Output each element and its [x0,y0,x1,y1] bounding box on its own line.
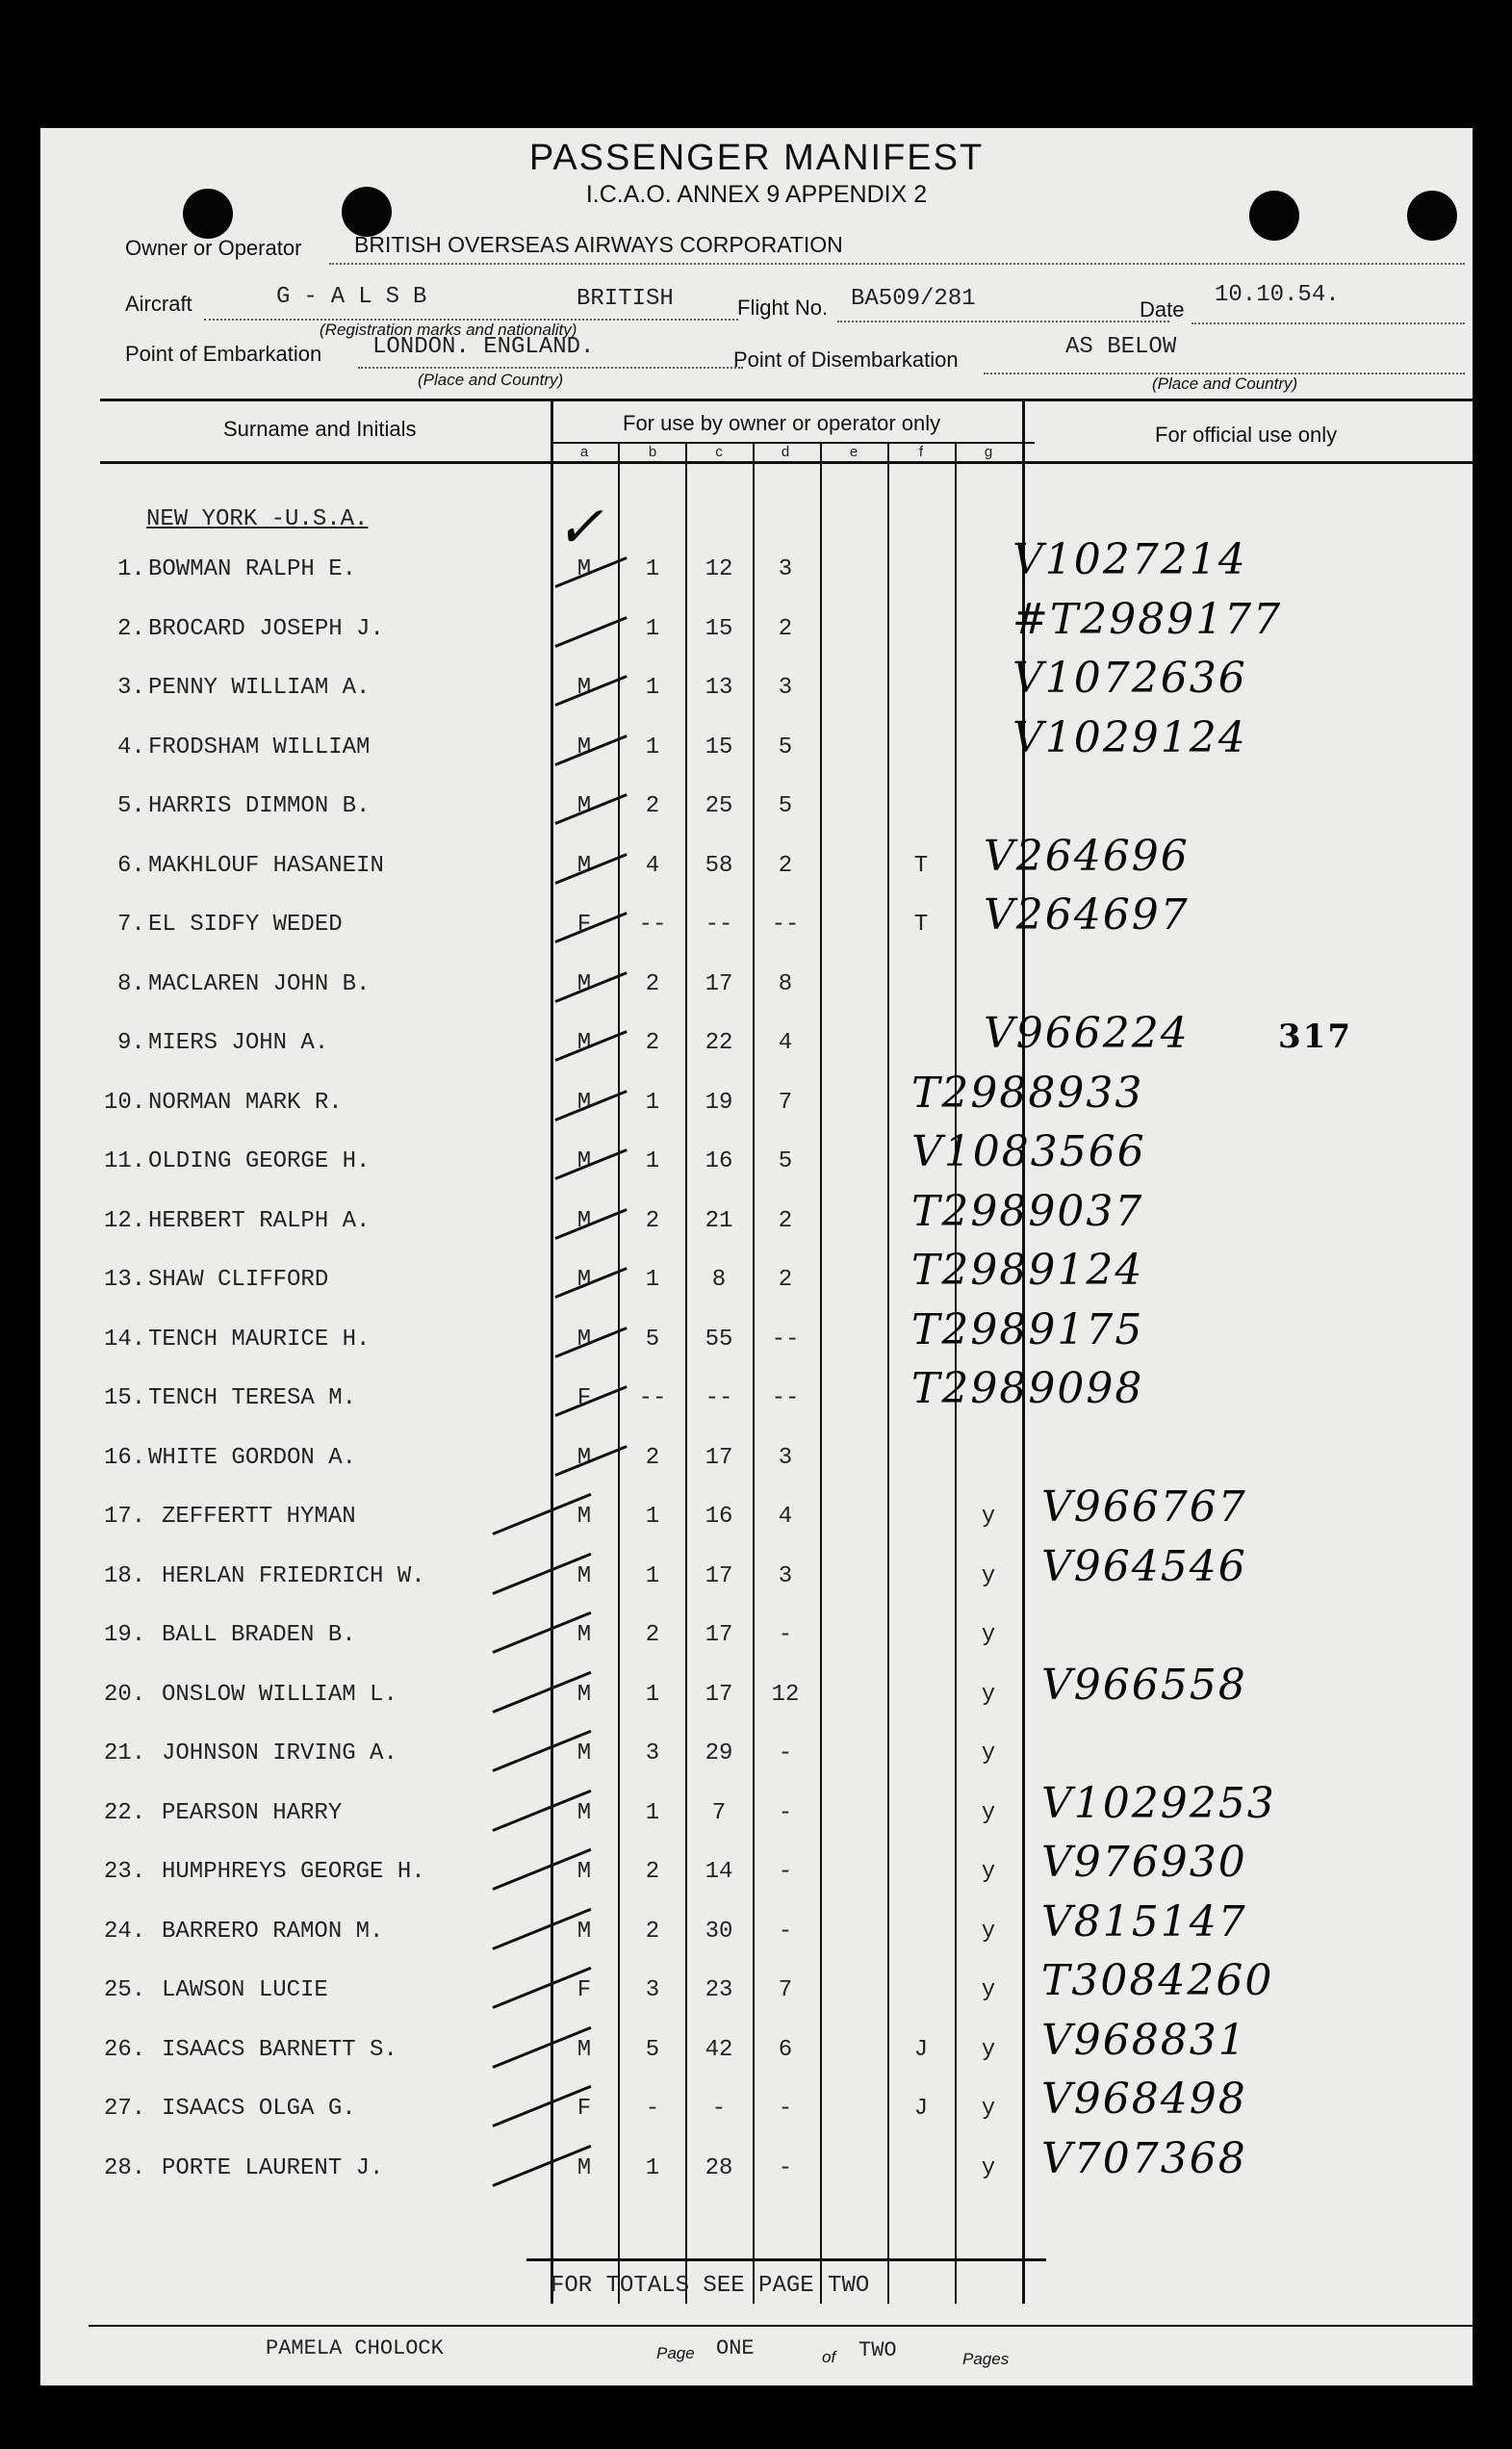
subcol-header: g [984,444,993,460]
cell-g: y [981,1977,996,2003]
flight-value: BA509/281 [851,286,976,312]
cell-b: 2 [645,1859,660,1885]
cell-d: 5 [778,734,793,760]
cell-b: 1 [645,1562,660,1589]
row-number: 9. [117,1030,145,1056]
disembarkation-note: (Place and Country) [1152,374,1298,393]
cell-c: 23 [705,1977,733,2003]
row-number: 19. [104,1622,146,1648]
prepared-by: PAMELA CHOLOCK [266,2336,444,2360]
subcol-header: b [648,444,657,460]
row-number: 25. [104,1977,146,2003]
table-row [40,1068,1473,1147]
passenger-name: ISAACS OLGA G. [162,2096,356,2122]
table-top-rule [100,399,1473,401]
cell-d: 3 [778,1444,793,1471]
passenger-name: BALL BRADEN B. [162,1622,356,1648]
cell-c: 17 [705,1622,733,1648]
cell-c: 17 [705,1444,733,1471]
row-number: 16. [104,1444,146,1471]
cell-g: y [981,1740,996,1766]
cell-d: -- [771,1326,800,1353]
official-number: V1029253 [1041,1778,1276,1828]
passenger-name: ZEFFERTT HYMAN [162,1504,356,1530]
cell-a: M [577,1799,592,1826]
table-row [40,1660,1473,1740]
aircraft-registration: G-ALSB [276,284,441,310]
cell-b: 2 [645,1622,660,1648]
table-row [40,1482,1473,1561]
cell-d: 5 [778,1148,793,1174]
subcol-header: e [849,444,859,460]
table-row [40,1127,1473,1206]
cell-g: y [981,1918,996,1945]
cell-c: 28 [705,2154,733,2181]
cell-a: F [577,1977,592,2003]
cell-a: M [577,793,592,819]
table-row [40,1246,1473,1325]
table-row [40,890,1473,969]
cell-g: y [981,1562,996,1589]
passenger-name: ISAACS BARNETT S. [162,2036,397,2063]
cell-c: -- [705,912,733,938]
cell-a: M [577,1504,592,1530]
cell-b: 1 [645,1504,660,1530]
cell-d: 3 [778,1562,793,1589]
cell-b: 3 [645,1740,660,1766]
table-row [40,1778,1473,1858]
cell-d: 7 [778,1089,793,1116]
cell-a: M [577,1207,592,1234]
cell-g: y [981,1799,996,1826]
cell-d: -- [771,1385,800,1411]
owner-value: BRITISH OVERSEAS AIRWAYS CORPORATION [354,232,843,257]
date-label: Date [1140,297,1185,322]
passenger-name: MACLAREN JOHN B. [148,970,371,997]
official-number: V966767 [1041,1482,1247,1532]
cell-a: M [577,1444,592,1471]
official-number: V1072636 [1012,654,1247,703]
passenger-name: HERLAN FRIEDRICH W. [162,1562,425,1589]
official-number: V966558 [1041,1660,1247,1710]
passenger-name: MAKHLOUF HASANEIN [148,852,384,879]
passenger-name: PEARSON HARRY [162,1799,343,1826]
cell-a: M [577,1089,592,1116]
cell-f: T [913,852,929,879]
passenger-name: FRODSHAM WILLIAM [148,734,371,760]
cell-a: M [577,1918,592,1945]
passenger-name: EL SIDFY WEDED [148,912,343,938]
cell-b: 1 [645,556,660,582]
cell-d: 4 [778,1030,793,1056]
official-number: V264696 [984,831,1190,881]
official-number: T2989175 [911,1304,1144,1354]
cell-g: y [981,1859,996,1885]
cell-d: 3 [778,556,793,582]
cell-c: 14 [705,1859,733,1885]
cell-a: M [577,1859,592,1885]
cell-d: 8 [778,970,793,997]
margin-number: 317 [1278,1018,1352,1056]
page-subtitle: I.C.A.O. ANNEX 9 APPENDIX 2 [585,181,928,208]
cell-d: 2 [778,1207,793,1234]
table-row [40,1622,1473,1680]
cell-b: 1 [645,1267,660,1293]
passenger-name: LAWSON LUCIE [162,1977,328,2003]
passenger-name: WHITE GORDON A. [148,1444,357,1471]
flight-label: Flight No. [737,296,829,320]
row-number: 6. [117,852,145,879]
passenger-name: JOHNSON IRVING A. [162,1740,397,1766]
table-row [40,2133,1473,2213]
cell-c: 19 [705,1089,733,1116]
table-row [40,793,1473,851]
row-number: 3. [117,675,145,701]
cell-d: - [778,1799,793,1826]
official-number: T2988933 [911,1068,1144,1118]
row-number: 2. [117,615,145,642]
table-row [40,1445,1473,1503]
cell-b: 1 [645,2154,660,2181]
official-number: V1027214 [1012,535,1247,584]
disembarkation-label: Point of Disembarkation [733,348,959,372]
cell-a: M [577,852,592,879]
cell-c: - [711,2096,727,2122]
manifest-page [40,128,1473,2385]
aircraft-label: Aircraft [125,292,192,316]
date-line [1192,322,1465,324]
official-number: V968498 [1041,2075,1247,2124]
cell-a: M [577,1622,592,1648]
official-number: T3084260 [1041,1956,1274,2005]
cell-a: M [577,2036,592,2063]
cell-c: 22 [705,1030,733,1056]
registration-note: (Registration marks and nationality) [320,321,577,339]
passenger-name: TENCH TERESA M. [148,1385,357,1411]
cell-a: M [577,1326,592,1353]
row-number: 23. [104,1859,146,1885]
cell-g: y [981,1681,996,1708]
cell-f: J [913,2036,929,2063]
owner-line [329,263,1465,265]
cell-a: M [577,1562,592,1589]
official-number: V1083566 [911,1127,1146,1176]
official-number: V707368 [1041,2133,1247,2183]
cell-d: - [778,2096,793,2122]
passenger-name: BARRERO RAMON M. [162,1918,384,1945]
cell-d: -- [771,912,800,938]
passenger-name: SHAW CLIFFORD [148,1267,329,1293]
cell-d: 2 [778,615,793,642]
footer-rule [89,2325,1473,2327]
pages-label: Pages [962,2350,1010,2368]
cell-c: 17 [705,970,733,997]
cell-a: M [577,675,592,701]
cell-b: 1 [645,1089,660,1116]
cell-b: -- [638,1385,667,1411]
row-number: 5. [117,793,145,819]
totals-rule [526,2258,1046,2261]
cell-a: M [577,1267,592,1293]
col-operator-header: For use by owner or operator only [623,411,941,435]
cell-c: 16 [705,1148,733,1174]
passenger-name: TENCH MAURICE H. [148,1326,371,1353]
passenger-name: NORMAN MARK R. [148,1089,343,1116]
cell-d: - [778,1918,793,1945]
row-number: 1. [117,556,145,582]
cell-a: M [577,2154,592,2181]
row-number: 24. [104,1918,146,1945]
cell-a: F [577,912,592,938]
flight-line [837,321,1169,322]
passenger-name: HERBERT RALPH A. [148,1207,371,1234]
cell-b: 2 [645,1207,660,1234]
cell-c: 17 [705,1681,733,1708]
subcol-header: a [579,444,589,460]
table-row [40,1956,1473,2035]
official-number: V264697 [984,890,1190,940]
table-row [40,1838,1473,1917]
cell-b: 1 [645,1681,660,1708]
cell-c: 21 [705,1207,733,1234]
cell-a: M [577,1681,592,1708]
cell-a: M [577,734,592,760]
cell-d: 4 [778,1504,793,1530]
cell-a: F [577,2096,592,2122]
official-number: V1029124 [1012,712,1247,762]
row-number: 14. [104,1326,146,1353]
of-label: of [822,2348,836,2366]
table-row [40,2075,1473,2153]
cell-c: 16 [705,1504,733,1530]
embarkation-value: LONDON. ENGLAND. [372,334,595,360]
cell-c: 29 [705,1740,733,1766]
row-number: 11. [104,1148,146,1174]
col-name-header: Surname and Initials [223,417,417,441]
date-value: 10.10.54. [1215,282,1340,308]
cell-d: - [778,1740,793,1766]
passenger-name: ONSLOW WILLIAM L. [162,1681,397,1708]
cell-c: -- [705,1385,733,1411]
table-row [40,712,1473,792]
official-number: V815147 [1041,1896,1247,1946]
cell-d: 2 [778,852,793,879]
row-number: 4. [117,734,145,760]
cell-b: 2 [645,793,660,819]
official-number: V964546 [1041,1541,1247,1591]
row-number: 7. [117,912,145,938]
row-number: 27. [104,2096,146,2122]
cell-d: 2 [778,1267,793,1293]
cell-b: 4 [645,852,660,879]
row-number: 18. [104,1562,146,1589]
cell-b: 1 [645,615,660,642]
table-row [40,1541,1473,1621]
cell-a: M [577,970,592,997]
table-row [40,1009,1473,1088]
cell-b: 2 [645,970,660,997]
row-number: 17. [104,1504,146,1530]
row-number: 12. [104,1207,146,1234]
cell-a: F [577,1385,592,1411]
cell-g: y [981,2036,996,2063]
cell-d: - [778,2154,793,2181]
cell-a: M [577,556,592,582]
cell-b: 1 [645,734,660,760]
official-number: #T2989177 [1012,594,1283,644]
section-heading: NEW YORK -U.S.A. [146,506,369,532]
row-number: 13. [104,1267,146,1293]
row-number: 22. [104,1799,146,1826]
header-bottom-rule [100,461,1473,464]
table-row [40,1364,1473,1443]
cell-d: 12 [771,1681,800,1708]
cell-b: 1 [645,1148,660,1174]
pen-slash [554,616,627,648]
cell-c: 58 [705,852,733,879]
subcol-header: f [918,444,924,460]
table-row [40,971,1473,1029]
cell-b: 2 [645,1444,660,1471]
row-number: 21. [104,1740,146,1766]
row-number: 28. [104,2154,146,2181]
cell-c: 25 [705,793,733,819]
cell-c: 15 [705,615,733,642]
cell-d: 3 [778,675,793,701]
cell-c: 55 [705,1326,733,1353]
cell-g: y [981,2154,996,2181]
checkmark: ✓ [555,494,606,561]
official-number: T2989037 [911,1186,1144,1236]
cell-b: -- [638,912,667,938]
cell-c: 7 [711,1799,727,1826]
row-number: 20. [104,1681,146,1708]
passenger-name: OLDING GEORGE H. [148,1148,371,1174]
passenger-name: MIERS JOHN A. [148,1030,329,1056]
col-official-header: For official use only [1155,423,1338,447]
cell-f: T [913,912,929,938]
cell-b: 5 [645,1326,660,1353]
row-number: 8. [117,970,145,997]
table-row [40,1186,1473,1266]
disembarkation-value: AS BELOW [1065,334,1177,360]
cell-c: 12 [705,556,733,582]
table-row [40,2015,1473,2095]
embarkation-note: (Place and Country) [418,371,564,389]
subcol-header: c [715,444,723,460]
row-number: 26. [104,2036,146,2063]
cell-b: 1 [645,1799,660,1826]
cell-c: 30 [705,1918,733,1945]
cell-c: 42 [705,2036,733,2063]
cell-c: 8 [711,1267,727,1293]
official-number: V976930 [1041,1838,1247,1887]
cell-c: 17 [705,1562,733,1589]
cell-f: J [913,2096,929,2122]
cell-g: y [981,1622,996,1648]
passenger-name: PENNY WILLIAM A. [148,675,371,701]
row-number: 15. [104,1385,146,1411]
embarkation-label: Point of Embarkation [125,342,322,366]
totals-note: FOR TOTALS SEE PAGE TWO [551,2273,870,2299]
cell-d: 5 [778,793,793,819]
table-row [40,1304,1473,1384]
of-value: TWO [859,2338,897,2362]
cell-d: - [778,1622,793,1648]
cell-a: M [577,1740,592,1766]
cell-b: 3 [645,1977,660,2003]
passenger-name: BOWMAN RALPH E. [148,556,357,582]
cell-c: 15 [705,734,733,760]
aircraft-nationality: BRITISH [577,286,674,312]
cell-a: M [577,1148,592,1174]
cell-d: - [778,1859,793,1885]
official-number: V966224 [984,1009,1190,1058]
cell-b: 2 [645,1918,660,1945]
owner-label: Owner or Operator [125,236,302,260]
page-value: ONE [716,2336,755,2360]
cell-b: 5 [645,2036,660,2063]
row-number: 10. [104,1089,146,1116]
table-row [40,594,1473,674]
cell-d: 6 [778,2036,793,2063]
embarkation-line [358,367,743,369]
official-number: T2989098 [911,1364,1144,1413]
subcol-header: d [781,444,790,460]
cell-d: 7 [778,1977,793,2003]
page-title: PASSENGER MANIFEST [528,138,985,178]
page-prefix: Page [656,2344,695,2362]
official-number: T2989124 [911,1246,1144,1295]
cell-b: 2 [645,1030,660,1056]
passenger-name: HUMPHREYS GEORGE H. [162,1859,425,1885]
cell-g: y [981,1504,996,1530]
passenger-name: PORTE LAURENT J. [162,2154,384,2181]
table-row [40,831,1473,911]
passenger-name: BROCARD JOSEPH J. [148,615,384,642]
table-row [40,654,1473,733]
cell-g: y [981,2096,996,2122]
cell-a: M [577,1030,592,1056]
official-number: V968831 [1041,2015,1247,2065]
cell-b: 1 [645,675,660,701]
cell-c: 13 [705,675,733,701]
cell-b: - [645,2096,660,2122]
passenger-name: HARRIS DIMMON B. [148,793,371,819]
